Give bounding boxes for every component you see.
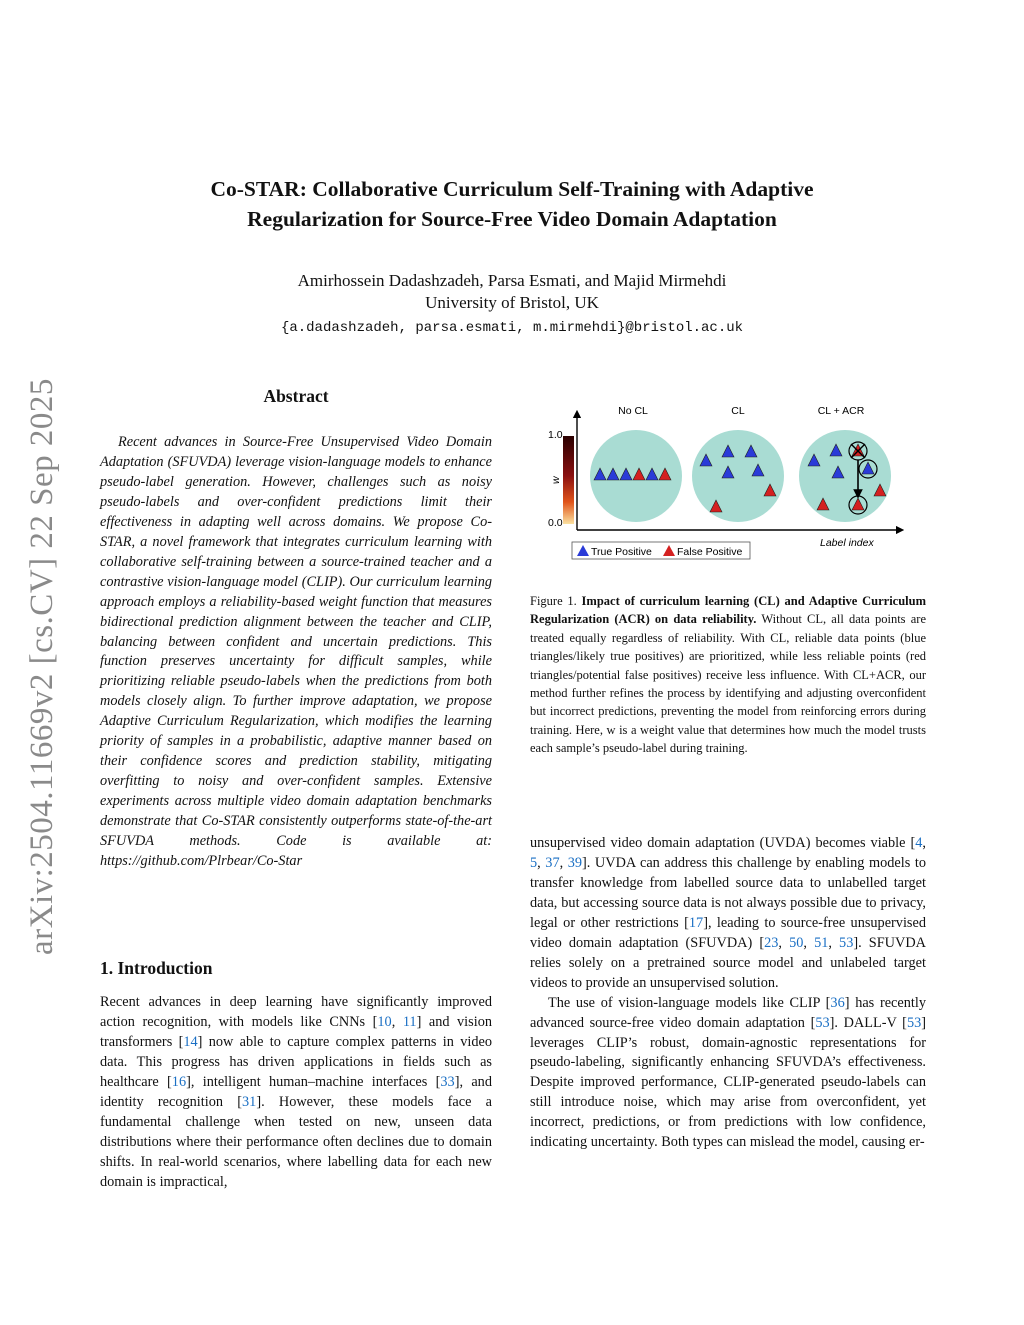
x-axis-label: Label index [820,537,874,549]
text-run: ] and vision transformers [ [100,1013,492,1050]
caption-label: Figure 1. [530,594,577,608]
right-paragraph-2 [530,994,926,1154]
citation-link[interactable]: 51 [814,934,829,951]
panel-circle-cl-acr [799,430,891,522]
title-line-2: Regularization for Source-Free Video Domain Adaptation [247,207,777,231]
text-run: ], leading to source-free unsupervised video domain adaptation (SFUVDA) [ [530,914,926,951]
text-run: ] now able to capture complex patterns in video data. This progress has driven applications in fields such as healthcare [ [100,1033,492,1090]
abstract-body [100,433,492,872]
text-run: ] has recently advanced source-free video domain adaptation [ [530,994,926,1031]
text-run: unsupervised video domain adaptation (UVDA) becomes viable [ [530,835,916,851]
caption-text: Without CL, all data points are treated equally regardless of reliability. With CL, reliable data points (blue triangles/likely true positives) are prioritized, while less reliable points (red triangles/potential false positives) receive less influence. With CL+ACR, our method further refines the process by identifying and adjusting overconfident but incorrect predictions, preventing the model from reinforcing errors during training. Here, w is a weight value that determines how much the model trusts each sample’s pseudo-label during training. [530,612,926,756]
abstract-text: Recent advances in Source-Free Unsupervised Video Domain Adaptation (SFUVDA) leverage vision-language models to enhance pseudo-label generation. However, challenges such as noisy pseudo-labels and over-confident predictions limit their effectiveness in adapting well across domains. We propose Co-STAR, a novel framework that integrates curriculum learning with collaborative self-training between a source-trained teacher and a contrastive vision-language model (CLIP). Our curriculum learning approach employs a reliability-based weight function that measures bidirectional prediction alignment between the teacher and CLIP, balancing between confident and uncertain predictions. This function preserves uncertainty for difficult samples, while prioritizing reliable pseudo-labels when the predictions from both models closely align. To further improve adaptation, we propose Adaptive Curriculum Regularization, which modifies the learning priority of samples in a probabilistic, adaptive manner based on their confidence scores and prediction stability, mitigating overfitting to noisy and over-confident samples. Extensive experiments across multiple video domain adaptation benchmarks demonstrate that Co-STAR consistently outperforms state-of-the-art SFUVDA methods. Code is available at: https://github.com/Plrbear/Co-Star [100,434,492,870]
legend-false-positive: False Positive [677,546,743,558]
citation-link[interactable]: 16 [171,1073,187,1090]
citation-link[interactable]: 17 [688,914,704,931]
citation-link[interactable]: 14 [183,1033,198,1050]
y-tick-top: 1.0 [548,429,563,441]
text-run: ], and identity recognition [ [100,1073,492,1110]
weight-colorbar [563,436,574,524]
author-names: Amirhossein Dadashzadeh, Parsa Esmati, and Majid Mirmehdi [297,271,727,290]
citation-link[interactable]: 53 [815,1014,830,1031]
figure-legend [572,542,750,559]
right-column [530,834,926,1153]
paper-title [100,174,924,234]
arxiv-id: arXiv:2504.11669v2 [cs.CV] 22 Sep 2025 [24,378,60,955]
caption-bold: Impact of curriculum learning (CL) and Adaptive Curriculum Regularization (ACR) on data reliability. [530,594,927,627]
title-line-1: Co-STAR: Collaborative Curriculum Self-Training with Adaptive [210,177,814,201]
y-tick-bottom: 0.0 [548,517,563,529]
intro-column [100,993,492,1193]
citation-link[interactable]: 31 [242,1093,257,1110]
text-run: ] leverages CLIP’s robust, domain-agnostic representations for pseudo-labeling, significantly enhancing SFUVDA’s effectiveness. Despite improved performance, CLIP-generated pseudo-labels can still introduce noise, which may arise from overconfident, yet incorrect, predictions, or from predictions with low confidence, indicating uncertainty. Both types can mislead the model, causing er- [530,1014,926,1151]
text-run: Recent advances in deep learning have significantly improved action recognition, with models like CNNs [ [100,994,492,1030]
citation-link[interactable]: 11 [402,1013,417,1030]
figure-1 [530,398,926,573]
panel-title-no-cl: No CL [618,405,648,417]
arxiv-stamp [14,355,64,965]
citation-link[interactable]: 39 [567,854,583,871]
citation-link[interactable]: 53 [839,934,854,951]
citation-link[interactable]: 33 [440,1073,455,1090]
abstract-heading: Abstract [263,386,329,406]
figure-1-caption [530,592,926,758]
citation-link[interactable]: 5 [530,854,538,871]
right-paragraph-1: unsupervised video domain adaptation (UVDA) becomes viable [4, 5, 37, 39]. UVDA can address this challenge by enabling models to transfer knowledge from labelled source data to unlabelled target data, but accessing source data is not always possible due to privacy, legal or other restrictions [17], leading to source-free unsupervised video domain adaptation (SFUVDA) [23, 50, 51, 53]. SFUVDA relies solely on a pretrained source model and unlabeled target videos to provide an unsupervised solution. [530,835,926,991]
author-block [100,270,924,314]
text-run: ], intelligent human–machine interfaces [ [186,1073,441,1090]
y-axis-label: w [550,476,562,484]
author-emails: {a.dadashzadeh, parsa.esmati, m.mirmehdi}@bristol.ac.uk [280,320,744,336]
text-run: ]. DALL-V [ [829,1014,907,1031]
text-run: , [391,1013,403,1030]
panel-title-cl: CL [731,405,745,417]
text-run: ]. However, these models face a fundamental challenge when tested on new, unseen data distributions where their performance often declines due to domain shifts. In real-world scenarios, where labelling data for each new domain is impractical, [100,1093,492,1190]
text-run: The use of vision-language models like CLIP [ [548,994,831,1011]
citation-link[interactable]: 10 [377,1013,392,1030]
intro-paragraph-1 [100,993,492,1193]
text-run: ]. UVDA can address this challenge by enabling models to transfer knowledge from labelled source data to unlabelled target data, but accessing source data is not always possible due to privacy, legal or other restrictions [ [530,854,926,931]
citation-link[interactable]: 50 [789,934,804,951]
panel-title-cl-acr: CL + ACR [817,405,865,417]
citation-link[interactable]: 53 [906,1014,922,1031]
text-run: ]. SFUVDA relies solely on a pretrained source model and unlabeled target videos to provide an unsupervised solution. [530,934,926,991]
panel-circle-cl [692,430,784,522]
affiliation: University of Bristol, UK [425,293,599,312]
citation-link[interactable]: 23 [764,934,779,951]
citation-link[interactable]: 36 [830,994,845,1011]
citation-link[interactable]: 37 [545,854,560,871]
citation-link[interactable]: 4 [915,835,923,851]
legend-true-positive: True Positive [591,546,652,558]
section-heading-introduction: 1. Introduction [100,958,213,978]
